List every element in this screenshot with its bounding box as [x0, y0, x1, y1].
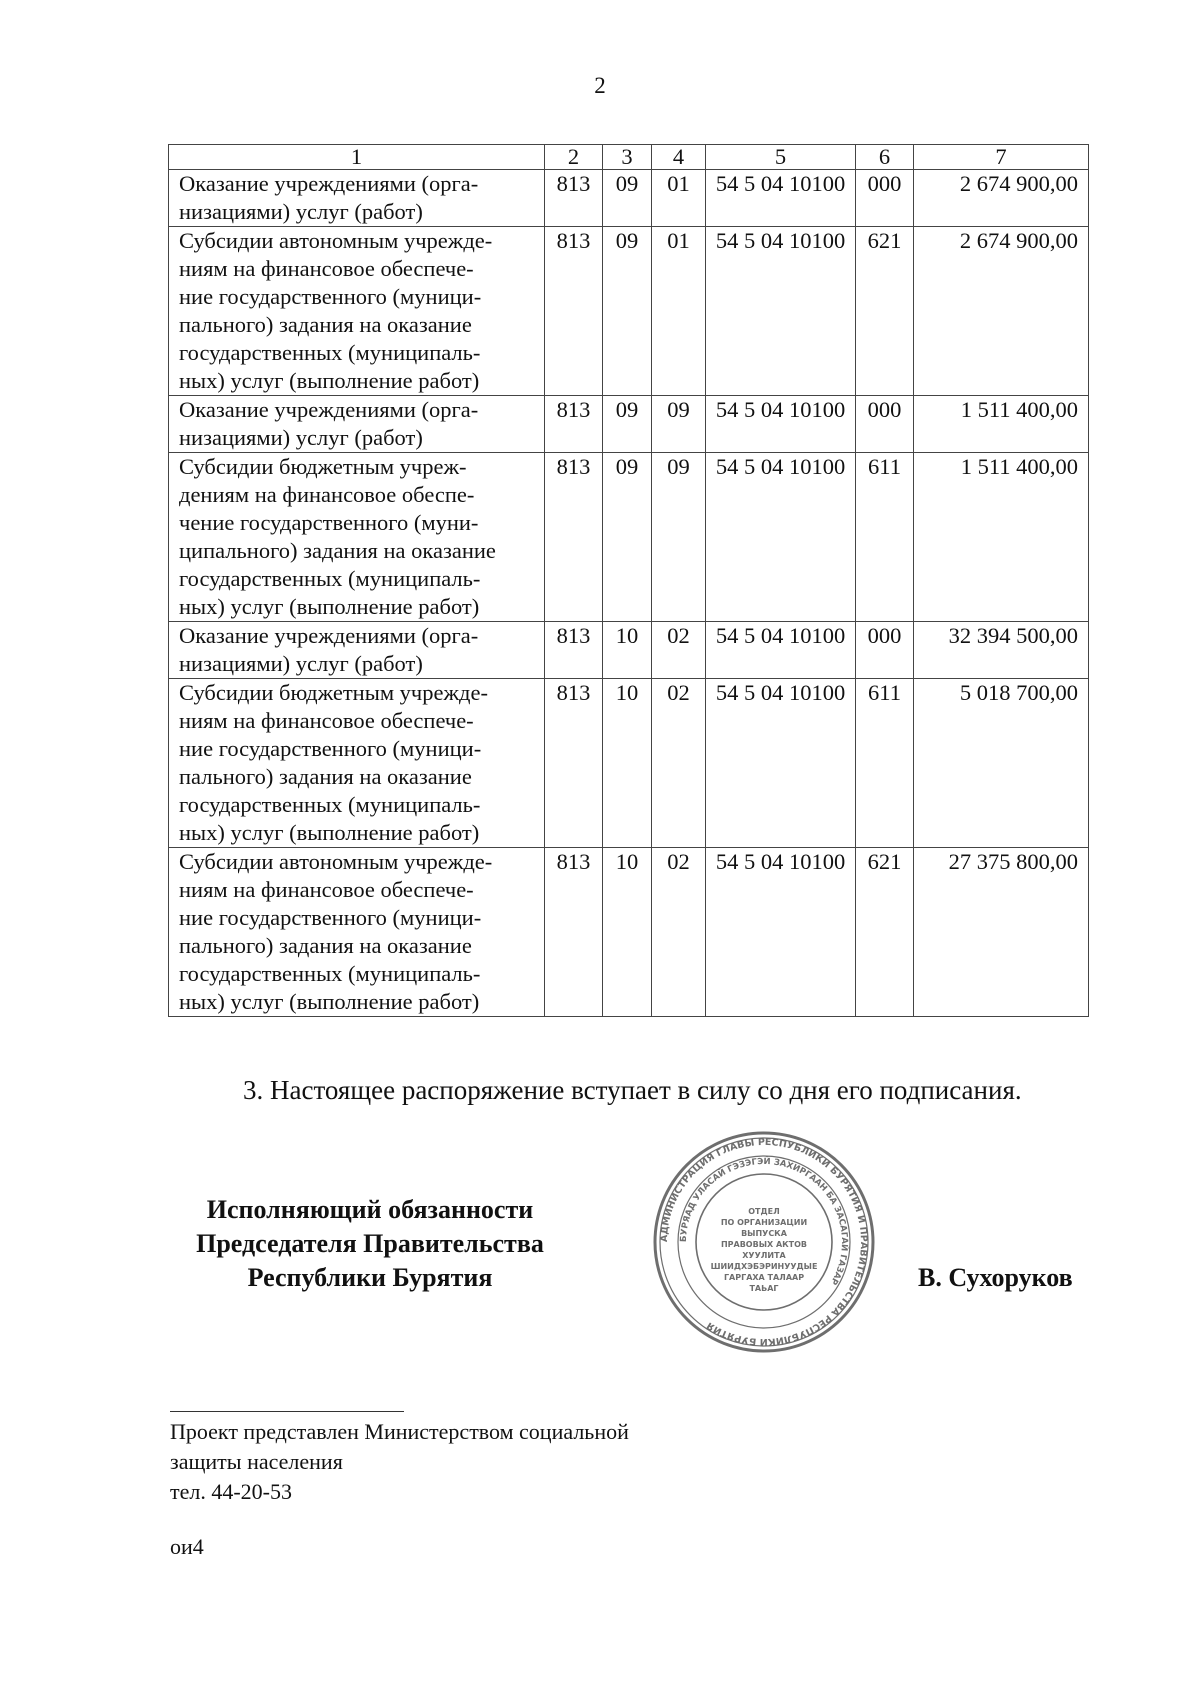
expense-type-cell: 000	[856, 622, 914, 679]
ministry-code-cell: 813	[545, 170, 603, 227]
section-code-cell: 09	[603, 396, 652, 453]
item-name-cell	[169, 453, 545, 622]
item-name-line: Оказание учреждениями (орга-	[179, 171, 479, 196]
footnote-divider	[170, 1411, 404, 1412]
ministry-code-cell: 813	[545, 622, 603, 679]
table-row	[169, 848, 1089, 1017]
target-article-cell: 54 5 04 10100	[706, 848, 856, 1017]
ministry-code-cell: 813	[545, 227, 603, 396]
target-article-cell: 54 5 04 10100	[706, 453, 856, 622]
table-body	[169, 170, 1089, 1017]
item-name-line: ние государственного (муници-	[179, 736, 482, 761]
footnote-line: защиты населения	[170, 1449, 343, 1474]
footnote-line: тел. 44-20-53	[170, 1479, 293, 1504]
table-row	[169, 227, 1089, 396]
seal-inner-textpath: БУРЯАД УЛАСАЙ ГЭЗЭГЭЙ ЗАХИРГААН БА ЗАСАГАЙ ГАЗАР	[678, 1156, 850, 1287]
sum-cell: 2 674 900,00	[914, 227, 1089, 396]
seal-center-line: ТАЬАГ	[749, 1284, 779, 1293]
clause-text: 3. Настоящее распоряжение вступает в силу со дня его подписания.	[243, 1075, 1022, 1105]
item-name-cell	[169, 848, 545, 1017]
section-code-cell: 10	[603, 622, 652, 679]
item-name-line: государственных (муниципаль-	[179, 566, 481, 591]
signer-title-line: Республики Бурятия	[247, 1263, 493, 1292]
sum-cell: 1 511 400,00	[914, 396, 1089, 453]
subsection-code-cell: 02	[652, 622, 706, 679]
item-name-line: ние государственного (муници-	[179, 284, 482, 309]
expense-type-cell: 611	[856, 453, 914, 622]
table-row	[169, 453, 1089, 622]
target-article-cell: 54 5 04 10100	[706, 622, 856, 679]
sum-cell: 32 394 500,00	[914, 622, 1089, 679]
subsection-code-cell: 02	[652, 679, 706, 848]
signer-name: В. Сухоруков	[918, 1263, 1073, 1292]
item-name-cell	[169, 396, 545, 453]
column-header: 5	[706, 145, 856, 170]
sum-cell: 2 674 900,00	[914, 170, 1089, 227]
page-number: 2	[594, 73, 606, 98]
item-name-line: ниям на финансовое обеспече-	[179, 877, 474, 902]
sum-cell: 5 018 700,00	[914, 679, 1089, 848]
item-name-line: Оказание учреждениями (орга-	[179, 397, 479, 422]
seal-center-line: ПО ОРГАНИЗАЦИИ	[720, 1218, 808, 1227]
seal-center-line: ХУУЛИТА	[742, 1251, 786, 1260]
item-name-line: государственных (муниципаль-	[179, 961, 481, 986]
expense-type-cell: 621	[856, 227, 914, 396]
item-name-cell	[169, 622, 545, 679]
table-row	[169, 170, 1089, 227]
seal-center-line: ПРАВОВЫХ АКТОВ	[720, 1240, 808, 1249]
signer-title	[160, 1193, 580, 1295]
item-name-line: пального) задания на оказание	[179, 933, 472, 958]
column-header: 6	[856, 145, 914, 170]
ministry-code-cell: 813	[545, 396, 603, 453]
subsection-code-cell: 01	[652, 170, 706, 227]
seal-center-line: ВЫПУСКА	[741, 1229, 787, 1238]
item-name-line: ных) услуг (выполнение работ)	[179, 989, 480, 1014]
section-code-cell: 10	[603, 848, 652, 1017]
item-name-line: ных) услуг (выполнение работ)	[179, 820, 480, 845]
seal-center-line: ШИИДХЭБЭРИНУУДЫЕ	[710, 1262, 818, 1271]
item-name-line: Субсидии автономным учрежде-	[179, 849, 493, 874]
item-name-line: ниям на финансовое обеспече-	[179, 708, 474, 733]
item-name-line: ных) услуг (выполнение работ)	[179, 368, 480, 393]
sum-cell: 1 511 400,00	[914, 453, 1089, 622]
item-name-line: Субсидии бюджетным учрежде-	[179, 680, 488, 705]
seal-outer-textpath: АДМИНИСТРАЦИЯ ГЛАВЫ РЕСПУБЛИКИ БУРЯТИЯ И ПРАВИТЕЛЬСТВА РЕСПУБЛИКИ БУРЯТИЯ	[658, 1136, 870, 1348]
table-row	[169, 396, 1089, 453]
subsection-code-cell: 09	[652, 453, 706, 622]
seal-center-line: ГАРГАХА ТАЛААР	[723, 1273, 805, 1282]
section-code-cell: 09	[603, 453, 652, 622]
item-name-line: низациями) услуг (работ)	[179, 651, 423, 676]
item-name-cell	[169, 227, 545, 396]
signer-title-line: Председателя Правительства	[196, 1229, 544, 1258]
item-name-line: пального) задания на оказание	[179, 764, 472, 789]
file-code: ои4	[170, 1534, 204, 1559]
ministry-code-cell: 813	[545, 848, 603, 1017]
item-name-line: ципального) задания на оказание	[179, 538, 496, 563]
target-article-cell: 54 5 04 10100	[706, 396, 856, 453]
item-name-line: Оказание учреждениями (орга-	[179, 623, 479, 648]
column-header: 3	[603, 145, 652, 170]
section-code-cell: 09	[603, 170, 652, 227]
sum-cell: 27 375 800,00	[914, 848, 1089, 1017]
ministry-code-cell: 813	[545, 679, 603, 848]
section-code-cell: 09	[603, 227, 652, 396]
expense-type-cell: 000	[856, 170, 914, 227]
item-name-line: ных) услуг (выполнение работ)	[179, 594, 480, 619]
table-row	[169, 679, 1089, 848]
table-row	[169, 622, 1089, 679]
column-header: 7	[914, 145, 1089, 170]
section-code-cell: 10	[603, 679, 652, 848]
item-name-line: пального) задания на оказание	[179, 312, 472, 337]
target-article-cell: 54 5 04 10100	[706, 170, 856, 227]
subsection-code-cell: 01	[652, 227, 706, 396]
expense-type-cell: 611	[856, 679, 914, 848]
item-name-line: государственных (муниципаль-	[179, 340, 481, 365]
item-name-line: Субсидии бюджетным учреж-	[179, 454, 467, 479]
item-name-line: государственных (муниципаль-	[179, 792, 481, 817]
signer-title-line: Исполняющий обязанности	[206, 1195, 534, 1224]
footnote-line: Проект представлен Министерством социальной	[170, 1419, 629, 1444]
item-name-line: низациями) услуг (работ)	[179, 199, 423, 224]
budget-table	[168, 144, 1089, 1017]
subsection-code-cell: 09	[652, 396, 706, 453]
subsection-code-cell: 02	[652, 848, 706, 1017]
item-name-cell	[169, 679, 545, 848]
seal-center-line: ОТДЕЛ	[748, 1207, 780, 1216]
item-name-cell	[169, 170, 545, 227]
column-header: 1	[169, 145, 545, 170]
item-name-line: дениям на финансовое обеспе-	[179, 482, 475, 507]
item-name-line: ние государственного (муници-	[179, 905, 482, 930]
item-name-line: низациями) услуг (работ)	[179, 425, 423, 450]
expense-type-cell: 000	[856, 396, 914, 453]
footnote	[170, 1417, 629, 1507]
item-name-line: ниям на финансовое обеспече-	[179, 256, 474, 281]
item-name-line: чение государственного (муни-	[179, 510, 479, 535]
expense-type-cell: 621	[856, 848, 914, 1017]
target-article-cell: 54 5 04 10100	[706, 227, 856, 396]
target-article-cell: 54 5 04 10100	[706, 679, 856, 848]
item-name-line: Субсидии автономным учрежде-	[179, 228, 493, 253]
ministry-code-cell: 813	[545, 453, 603, 622]
table-header-row	[169, 145, 1089, 170]
column-header: 2	[545, 145, 603, 170]
official-seal	[652, 1130, 876, 1354]
column-header: 4	[652, 145, 706, 170]
